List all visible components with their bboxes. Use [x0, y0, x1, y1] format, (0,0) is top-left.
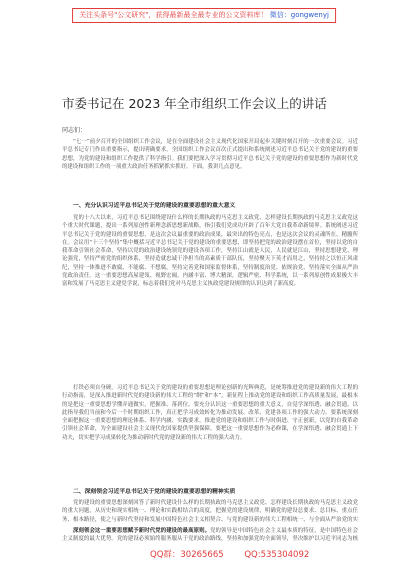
section-1-paragraph-1: 党的十八大以来，习近平总书记围绕建设什么样的长期执政的马克思主义政党、怎样建设长期执政的马克思主义政党这个重大时代课题，提出一系列原创性新理念新思想新战略，指引我们党成功开辟了百年大党自我革命新境界。系统阐述习近平总书记关于党的建设的重要思想，是这次会议最重要的政治成果，最突出的特色亮点，也是这次会议的灵魂所在、精髓所在。会议用“十三个坚持”集中概括习近平总书记关于党的建设的重要思想，即坚持把党的政治建设摆在首位，坚持以党的自我革命引领社会革命，坚持以党的政治建设统领党的建设各项工作，坚持江山就是人民、人民就是江山，坚持思想建党、理论强党，坚持严密党的组织体系，坚持造就忠诚干净担当的高素质干部队伍，坚持聚天下英才而用之，坚持持之以恒正风肃纪，坚持一体推进不敢腐、不能腐、不想腐，坚持完善党和国家监督体系，坚持制度治党、依规治党，坚持落实全面从严治党政治责任。这一重要思想高屋建瓴、视野宏阔，内涵丰富、博大精深，逻辑严密、科学系统，以一系列原创性成果极大丰富和发展了马克思主义建党学说，标志着我们党对马克思主义执政党建设规律的认识达到了新高度。: [62, 215, 358, 288]
wechat-id: 微信：gongwenyj: [269, 11, 329, 19]
section-heading-2: 二、深刻领会习近平总书记关于党的建设的重要思想的精神实质: [73, 489, 236, 495]
section-2-paragraph-2: [62, 527, 358, 543]
section-heading-1: 一、充分认识习近平总书记关于党的建设的重要思想的重大意义: [73, 203, 236, 209]
section-2-paragraph-1: 党的建设的重要思想深刻回答了新时代建设什么样的长期执政的马克思主义政党、怎样建设长期执政的马克思主义政党的重大问题，从历史和现实相统一、理论和实践相结合的高度，把握党的建设规律，明确党的建设总要求、总目标、重点任务、根本路径，使之与新时代坚持和发展中国特色社会主义相契合、与党的建设新的伟大工程相统一、与全面从严治党的实: [62, 500, 358, 523]
footer-qq-group: QQ群：30265665: [150, 550, 224, 560]
promo-banner-text: 关注头条号"公文研究"，获得最新最全最专业的公文资料库！: [79, 11, 268, 19]
footer-qq: QQ:535304092: [244, 550, 310, 560]
footer-contacts: [150, 548, 309, 560]
subheading-body: 党的领导是中国特色社会主义最本质的特征，是中国特色社会主义制度的最大优势。党的建设必须始终服务服从于党的政治路线，坚持和加强党的全面领导，坚决维护以习近平同志为核: [62, 528, 358, 543]
section-1-paragraph-2: 打铁必须自身硬。习近平总书记关于党的建设的重要思想是理论创新的光辉典范，是统筹推进党的建设新的伟大工程的行动指南，是深入推进新时代党的建设新的伟大工程的“纲”和“本”，新征程上推动党的建设和组织工作高质量发展，最根本的是把这一重要思想学懂弄通做实，把握准、落到位。要充分认识这一重要思想的重大意义，自觉学深悟透、融会贯通，以此指导我们当前和今后一个时期组织工作，真正把学习成效转化为推动发展、改革、党建各项工作的强大动力。要系统深刻全面把握这一重要思想的理论体系、科学内涵、实践要求，推进党的建设和组织工作与时俱进、守正创新，以党的自我革命引领社会革命，为全面建设社会主义现代化国家提供坚强保障。要把这一重要思想作为必修课，在学深悟透、融会贯通上下功夫，切实把学习成果转化为推动新时代党的建设新的伟大工程的强大动力。: [62, 385, 358, 441]
greeting: 同志们：: [62, 127, 87, 134]
promo-banner[interactable]: [72, 8, 336, 23]
intro-paragraph: “七一”前夕召开的全国组织工作会议，是在全面建设社会主义现代化国家开局起步关键时刻召开的一次重要会议。习近平总书记专门作出重要指示，提出明确要求。全国组织工作会议首次正式提出和系统阐述习近平总书记关于党的建设的重要思想，为党的建设和组织工作提供了科学指引。我们要把深入学习贯彻习近平总书记关于党的建设的重要思想作为新时代党的建设和组织工作的一项重大政治任务抓紧抓实抓好。下面，我讲几点意见。: [62, 139, 358, 170]
subheading: 深刻领会这一重要思想赋予新时代党的建设的最高原则。: [73, 528, 211, 534]
page-title: 市委书记在 2023 年全市组织工作会议上的讲话: [62, 96, 327, 111]
